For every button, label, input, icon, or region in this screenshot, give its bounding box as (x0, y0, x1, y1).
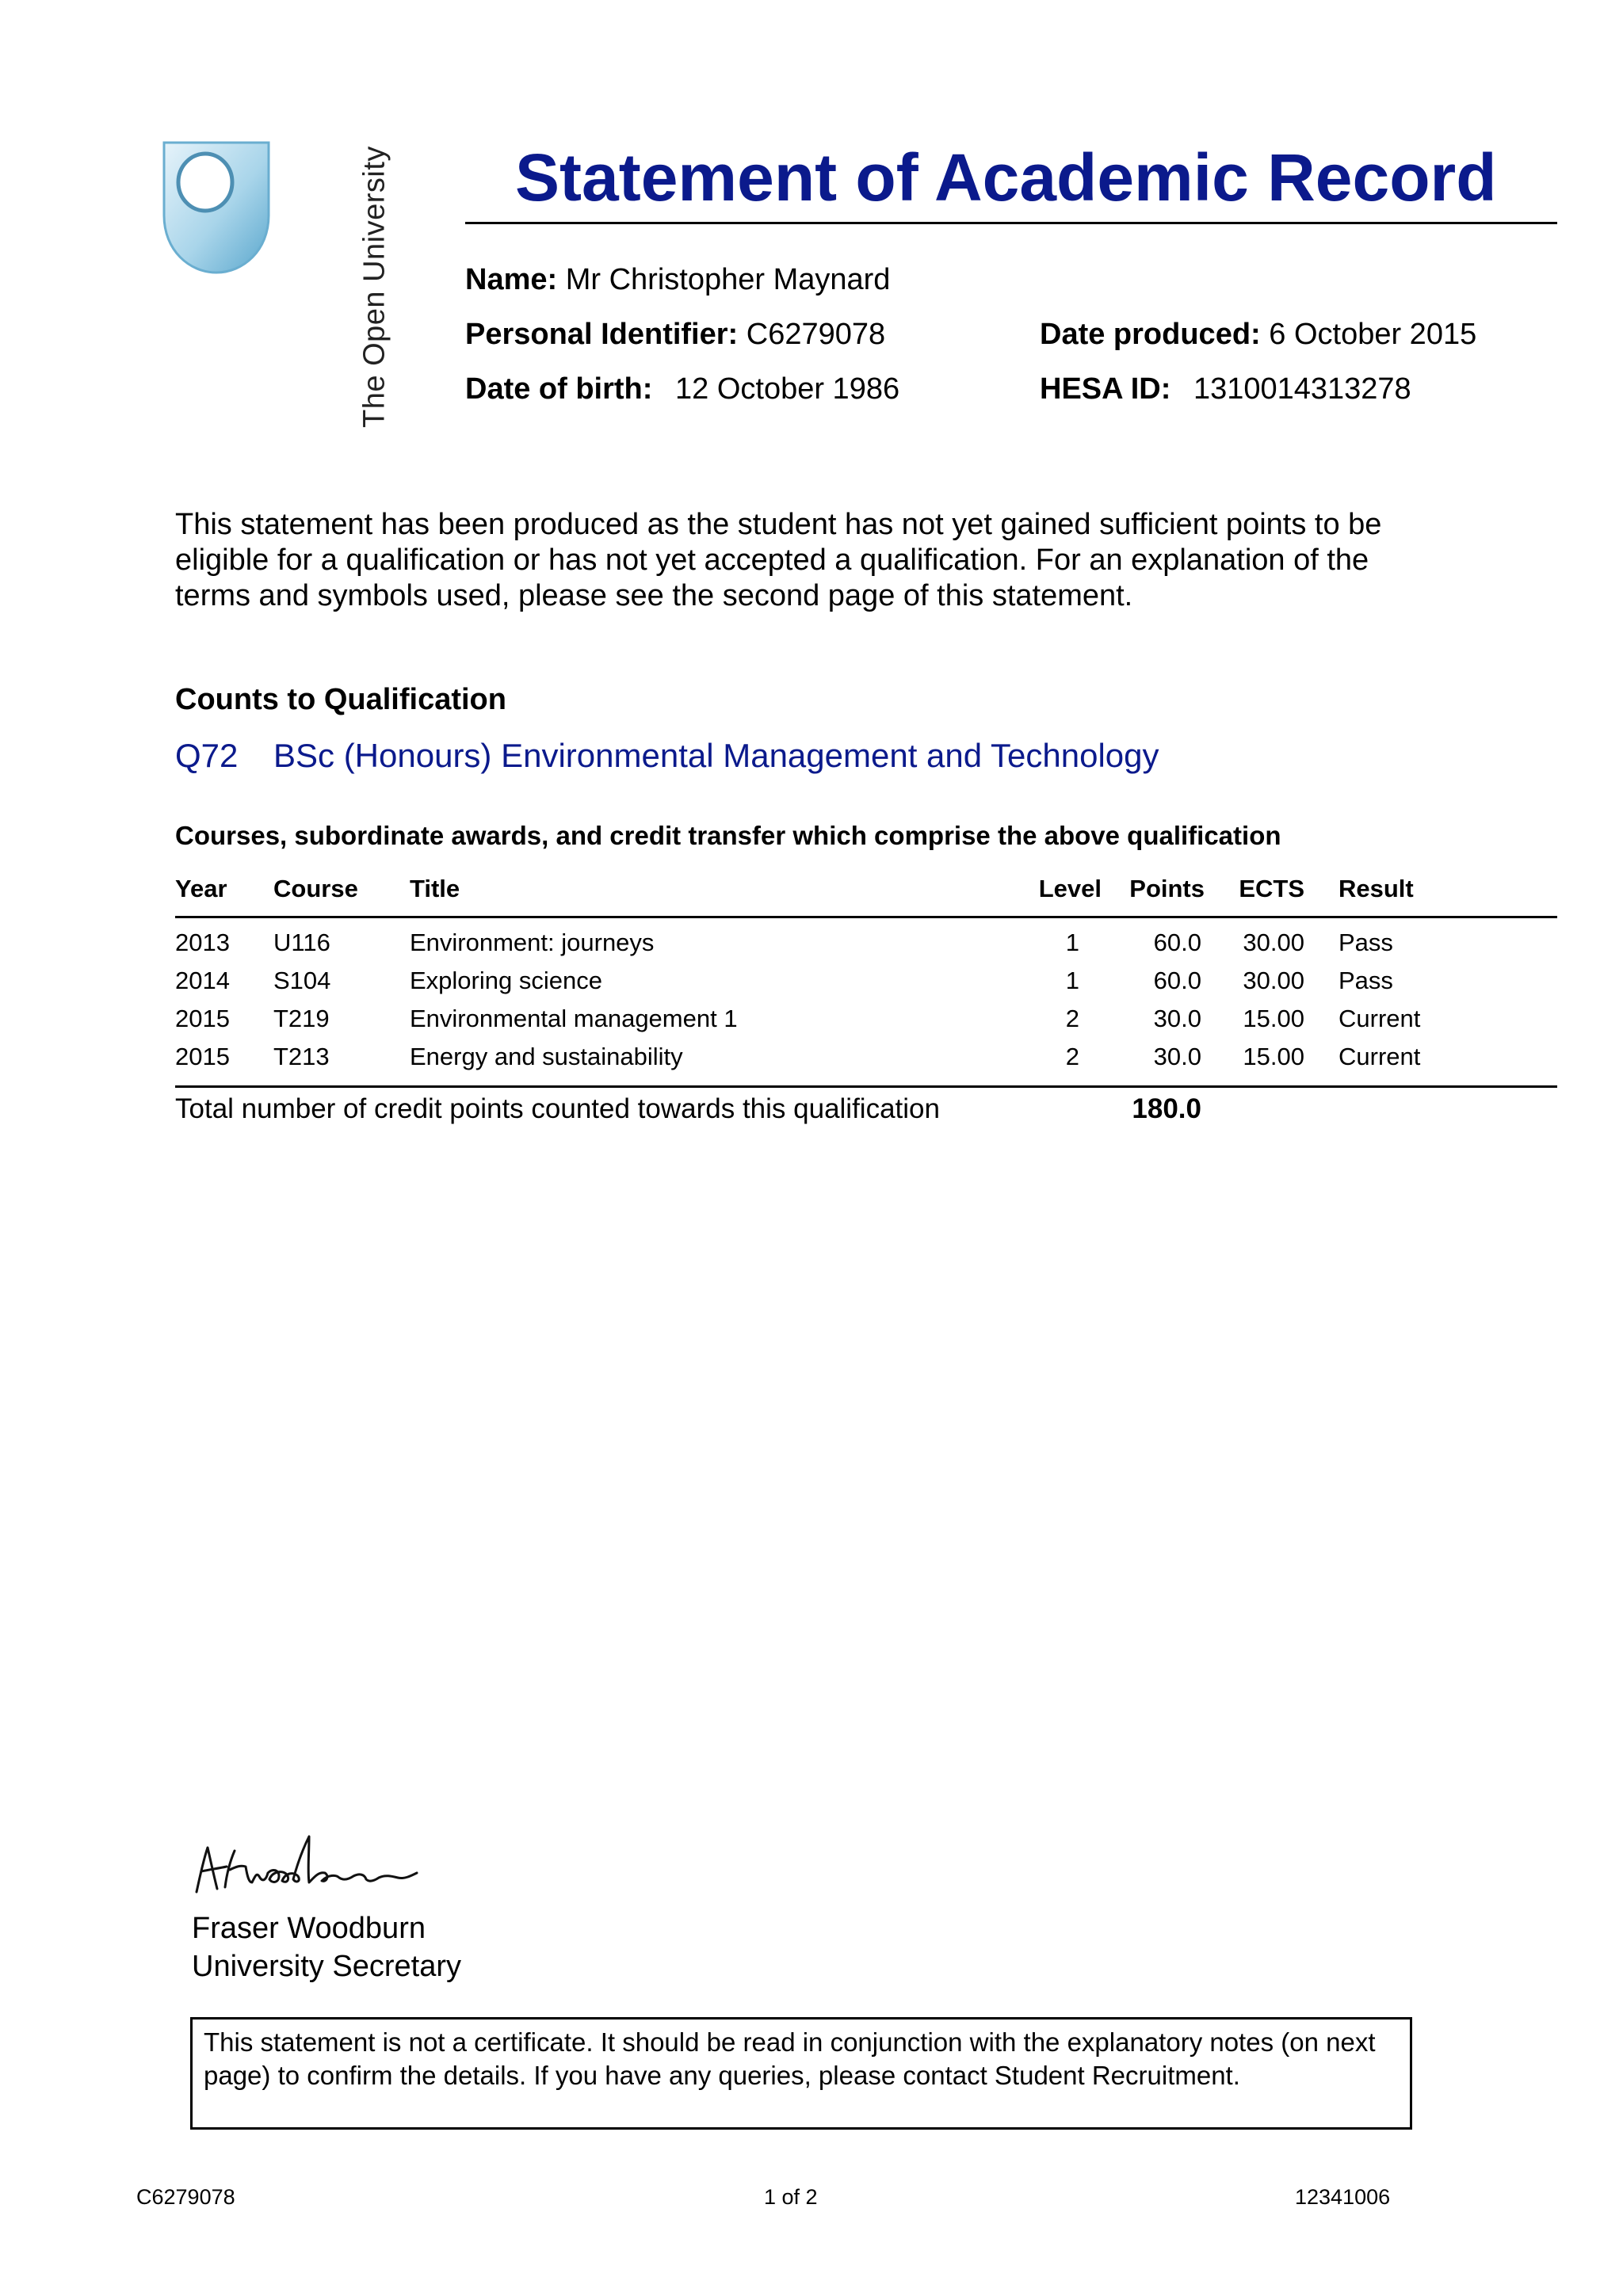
pid-label: Personal Identifier: (465, 318, 739, 351)
row-3-course: T219 (273, 1005, 330, 1032)
signatory-role: University Secretary (192, 1950, 461, 1983)
student-name (465, 263, 890, 297)
row-3-level: 2 (1065, 1005, 1079, 1032)
date-produced-value: 6 October 2015 (1269, 318, 1477, 351)
qualification-code: Q72 (175, 737, 239, 774)
title-divider (465, 222, 1557, 224)
footer-identifier: C6279078 (136, 2185, 235, 2209)
name-value: Mr Christopher Maynard (565, 263, 891, 296)
row-2-points: 60.0 (1153, 967, 1201, 994)
row-2-course: S104 (273, 967, 331, 994)
header-points: Points (1129, 875, 1205, 902)
dob-label: Date of birth: (465, 372, 653, 406)
total-points: 180.0 (1132, 1093, 1201, 1124)
row-3-result: Current (1338, 1005, 1421, 1032)
counts-heading: Counts to Qualification (175, 683, 506, 716)
date-produced-label: Date produced: (1040, 318, 1261, 351)
date-produced (1040, 318, 1476, 352)
personal-identifier (465, 318, 885, 352)
header-course: Course (273, 875, 358, 902)
header-ects: ECTS (1239, 875, 1304, 902)
table-total-rule (175, 1085, 1557, 1088)
row-2-title: Exploring science (410, 967, 602, 994)
open-university-logo-icon (161, 139, 272, 276)
row-1-points: 60.0 (1153, 929, 1201, 956)
notice-box (190, 2017, 1412, 2130)
row-1-course: U116 (273, 929, 330, 956)
signatory-name: Fraser Woodburn (192, 1912, 426, 1945)
notice-text: This statement is not a certificate. It should be read in conjunction with the explanatory notes (on next page) to confirm the details. If you have any queries, please contact Student Recruitment. (204, 2027, 1376, 2090)
row-1-level: 1 (1065, 929, 1079, 956)
signature-icon (190, 1830, 428, 1909)
row-1-ects: 30.00 (1243, 929, 1304, 956)
header-result: Result (1338, 875, 1414, 902)
header-title: Title (410, 875, 460, 902)
table-header-rule (175, 916, 1557, 918)
total-label: Total number of credit points counted towards this qualification (175, 1093, 940, 1124)
row-3-title: Environmental management 1 (410, 1005, 738, 1032)
row-3-year: 2015 (175, 1005, 230, 1032)
row-2-year: 2014 (175, 967, 230, 994)
name-label: Name: (465, 263, 558, 296)
hesa-value: 1310014313278 (1193, 372, 1411, 406)
dob-value: 12 October 1986 (675, 372, 900, 406)
row-4-level: 2 (1065, 1043, 1079, 1070)
row-4-points: 30.0 (1153, 1043, 1201, 1070)
row-4-course: T213 (273, 1043, 330, 1070)
hesa-id (1040, 372, 1411, 406)
page-title: Statement of Academic Record (515, 140, 1497, 215)
row-1-title: Environment: journeys (410, 929, 655, 956)
row-2-ects: 30.00 (1243, 967, 1304, 994)
row-1-year: 2013 (175, 929, 230, 956)
row-4-title: Energy and sustainability (410, 1043, 683, 1070)
row-2-level: 1 (1065, 967, 1079, 994)
row-4-year: 2015 (175, 1043, 230, 1070)
footer-reference: 12341006 (1295, 2185, 1391, 2209)
row-3-points: 30.0 (1153, 1005, 1201, 1032)
qualification-line (175, 737, 1159, 775)
row-1-result: Pass (1338, 929, 1393, 956)
row-4-result: Current (1338, 1043, 1421, 1070)
university-name: The Open University (357, 146, 391, 428)
signatory (192, 1909, 461, 1985)
row-3-ects: 15.00 (1243, 1005, 1304, 1032)
header-level: Level (1038, 875, 1102, 902)
row-4-ects: 15.00 (1243, 1043, 1304, 1070)
footer-page-number: 1 of 2 (764, 2185, 818, 2209)
table-heading: Courses, subordinate awards, and credit transfer which comprise the above qualification (175, 821, 1281, 850)
row-2-result: Pass (1338, 967, 1393, 994)
hesa-label: HESA ID: (1040, 372, 1171, 406)
header-year: Year (175, 875, 227, 902)
pid-value: C6279078 (746, 318, 886, 351)
intro-paragraph: This statement has been produced as the student has not yet gained sufficient points to be eligible for a qualification or has not yet accepted a qualification. For an explanation of the terms and symbols used, please see the second page of this statement. (175, 508, 1382, 612)
qualification-name: BSc (Honours) Environmental Management and Technology (273, 737, 1159, 774)
date-of-birth (465, 372, 899, 406)
